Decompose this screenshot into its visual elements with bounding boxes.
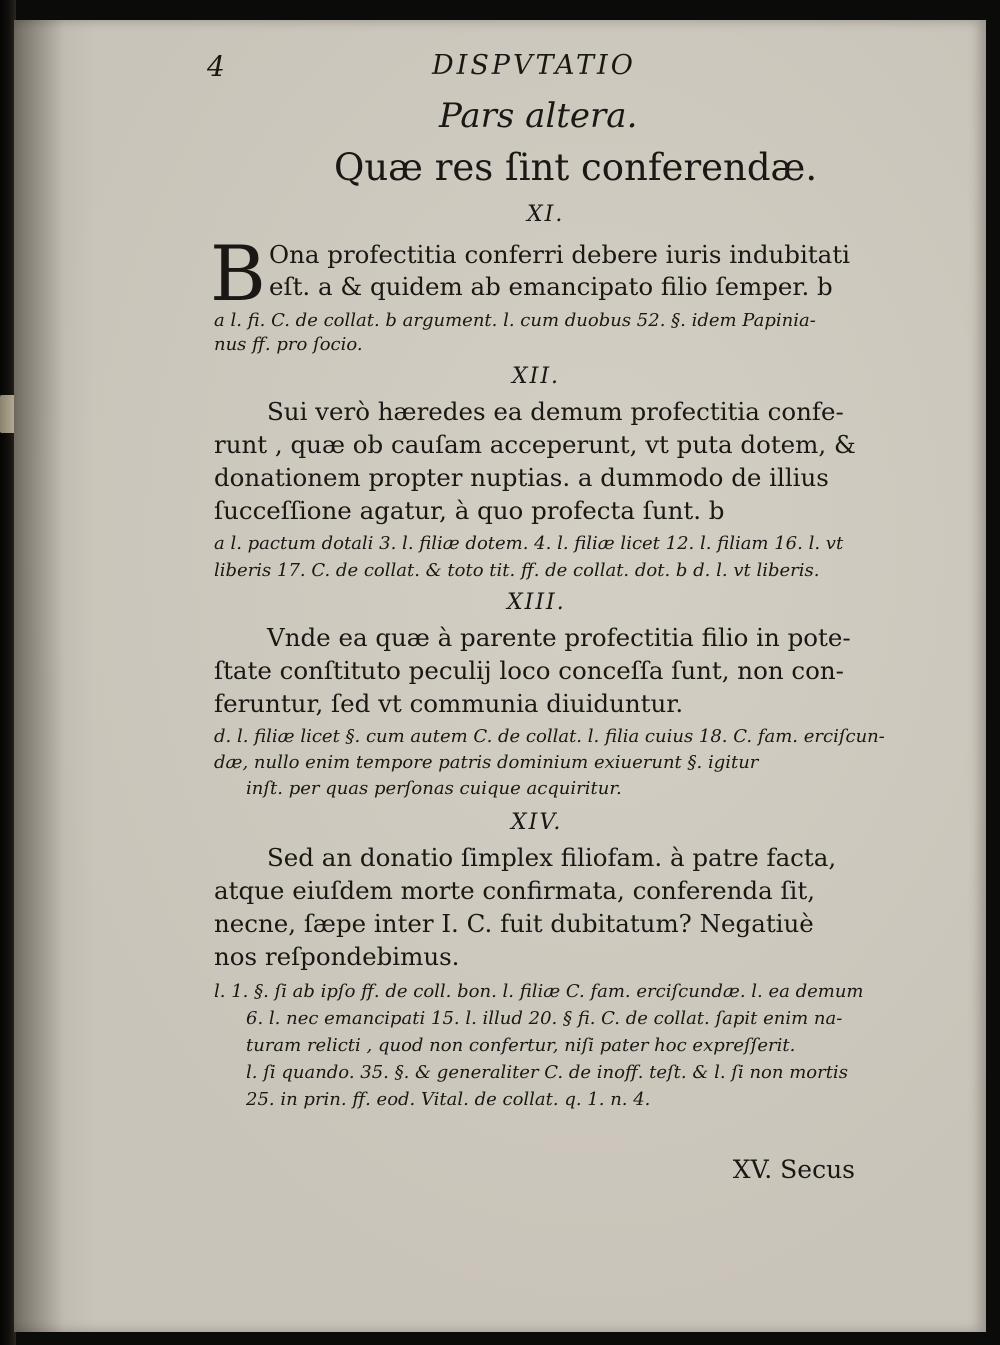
body-line: runt , quæ ob cauſam acceperunt, vt puta dotem, & (214, 430, 856, 459)
body-line: atque eiuſdem morte confirmata, conferenda ſit, (214, 876, 816, 905)
footnote-line: a l. fi. C. de collat. b argument. l. cum duobus 52. §. idem Papinia- (214, 310, 816, 331)
footnote-line: l. ſi quando. 35. §. & generaliter C. de inoff. teſt. & l. ſi non mortis (246, 1062, 848, 1083)
catchword: XV. Secus (732, 1155, 855, 1184)
section-number: XI. (527, 202, 565, 227)
body-line: eſt. a & quidem ab emancipato filio ſemper. b (269, 272, 833, 301)
footnote-line: 6. l. nec emancipati 15. l. illud 20. § fi. C. de collat. ſapit enim na- (246, 1008, 843, 1029)
running-head: DISPVTATIO (432, 50, 636, 81)
drop-cap: B (210, 229, 266, 318)
body-line: nos reſpondebimus. (214, 942, 460, 971)
section-number: XII. (512, 364, 561, 389)
footnote-line: d. l. filiæ licet §. cum autem C. de collat. l. filia cuius 18. C. fam. erciſcun- (214, 726, 885, 747)
body-line: donationem propter nuptias. a dummodo de illius (214, 463, 829, 492)
footnote-line: turam relicti , quod non confertur, niſi pater hoc expreſſerit. (246, 1035, 796, 1056)
footnote-line: a l. pactum dotali 3. l. filiæ dotem. 4. l. filiæ licet 12. l. filiam 16. l. vt (214, 533, 844, 554)
body-line: Sui verò hæredes ea demum profectitia confe- (267, 397, 844, 426)
body-line: ſucceſſione agatur, à quo profecta ſunt. b (214, 496, 725, 525)
footnote-line: dæ, nullo enim tempore patris dominium exiuerunt §. igitur (214, 752, 759, 773)
section-number: XIV. (511, 810, 563, 835)
body-line: feruntur, ſed vt communia diuiduntur. (214, 689, 684, 718)
body-line: ſtate conſtituto peculij loco conceſſa ſunt, non con- (214, 656, 844, 685)
body-line: Ona profectitia conferri debere iuris indubitati (269, 240, 850, 269)
section-number: XIII. (507, 590, 566, 615)
page-number: 4 (207, 50, 225, 83)
part-title: Pars altera. (439, 96, 638, 136)
body-line: necne, ſæpe inter I. C. fuit dubitatum? Negatiuè (214, 909, 814, 938)
footnote-line: 25. in prin. ff. eod. Vital. de collat. q. 1. n. 4. (246, 1089, 651, 1110)
body-line: Vnde ea quæ à parente profectitia filio in pote- (267, 623, 851, 652)
footnote-line: l. 1. §. ſi ab ipſo ff. de coll. bon. l. filiæ C. fam. erciſcundæ. l. ea demum (214, 981, 864, 1002)
footnote-line: inſt. per quas perſonas cuique acquiritur. (246, 778, 622, 799)
book-page (14, 20, 986, 1332)
footnote-line: liberis 17. C. de collat. & toto tit. ff. de collat. dot. b d. l. vt liberis. (214, 560, 820, 581)
section-title: Quæ res ſint conferendæ. (334, 146, 818, 189)
footnote-line: nus ff. pro ſocio. (214, 334, 363, 355)
body-line: Sed an donatio ſimplex filiofam. à patre facta, (267, 843, 837, 872)
